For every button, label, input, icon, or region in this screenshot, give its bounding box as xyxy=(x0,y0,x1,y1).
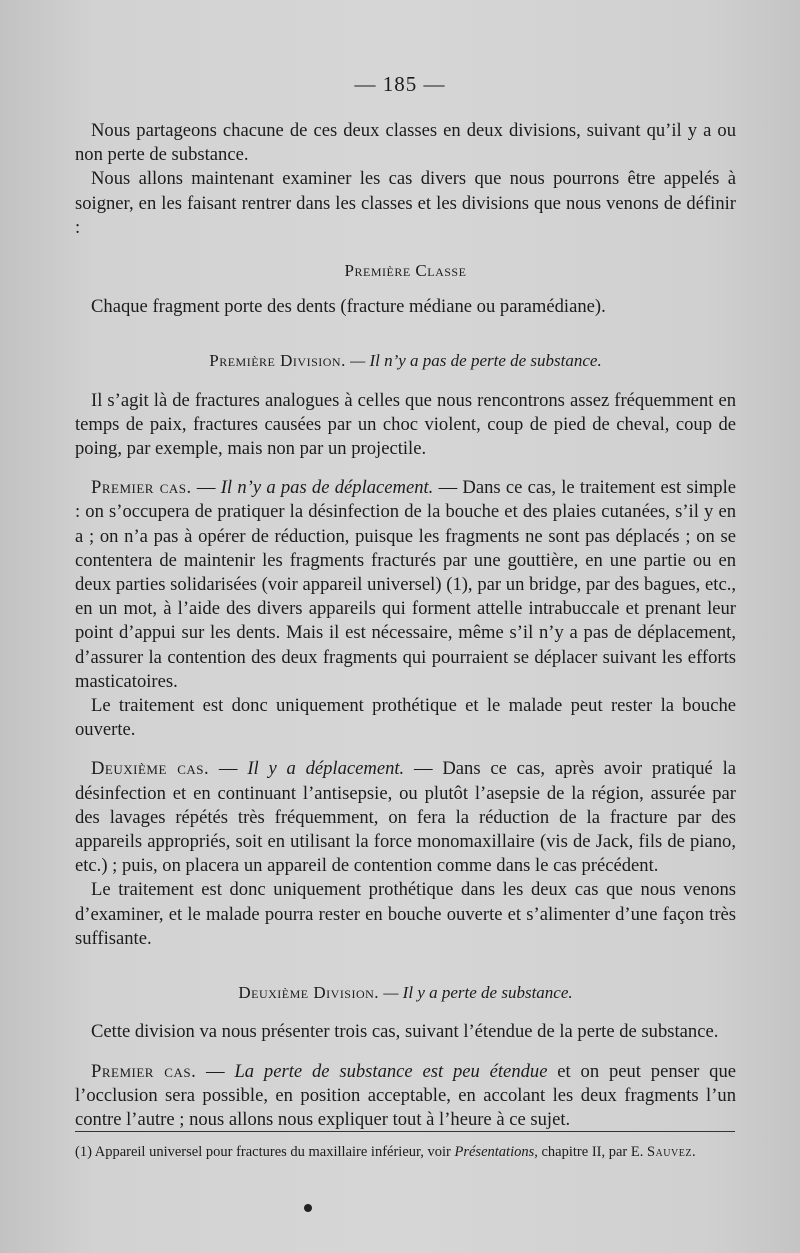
heading-premiere-classe: Première Classe xyxy=(344,261,467,281)
case-separator: — xyxy=(196,1060,235,1082)
page-number: — 185 — xyxy=(354,72,446,96)
paragraph-classe: Chaque fragment porte des dents (fracture médiane ou paramédiane). xyxy=(91,296,606,318)
page-body xyxy=(75,119,736,1132)
case-title: Il y a déplacement. xyxy=(247,758,405,780)
division-title: — Il n’y a pas de perte de substance. xyxy=(350,351,602,371)
case-title: Il n’y a pas de déplacement. xyxy=(220,477,434,499)
case-label: Premier cas. xyxy=(91,1060,197,1082)
division-label: Deuxième Division. xyxy=(238,983,380,1003)
footnote xyxy=(75,1142,735,1162)
division-title: — Il y a perte de substance. xyxy=(383,983,573,1003)
footnote-divider xyxy=(75,1131,735,1132)
case-separator: — xyxy=(209,758,248,780)
footnote-reference: Présentations xyxy=(454,1144,535,1160)
case-text: — Dans ce cas, le traitement est simple : on s’occupera de pratiquer la désinfection de la bouche et des plaies cutanées, s’il y en a ; on n’a pas à opérer de réduction, puisque les fragments ne sont pas déplacés ; on se contentera de maintenir les fragments fracturés par une gouttière, en une partie ou en deux parties solidarisées (voir appareil universel) (1), par un bridge, par des bagues, etc., en un mot, à l’aide des divers appareils qui forment attelle intrabuccale et prenant leur point d’appui sur les dents. Mais il est nécessaire, même s’il n’y a pas de déplacement, d’assurer la contention des deux fragments qui pourraient se déplacer suivant les efforts masticatoires. xyxy=(75,477,737,692)
paragraph-cas-2-conclusion: Le traitement est donc uniquement prothétique dans les deux cas que nous venons d’examiner, et le malade pourra rester en bouche ouverte et s’alimenter d’une façon très suffisante. xyxy=(75,879,736,949)
case-label: Premier cas. xyxy=(91,477,192,499)
paragraph-cas-3 xyxy=(75,1060,736,1133)
case-text: — Dans ce cas, après avoir pratiqué la désinfection et en continuant l’antisepsie, ou plutôt l’asepsie de la région, assurée par des lavages répétés très fréquemment, on fera la réduction de la fracture par des appareils appropriés, soit en utilisant la force monomaxillaire (vis de Jack, fils de piano, etc.) ; puis, on placera un appareil de contention comme dans le cas précédent. xyxy=(75,758,736,877)
heading-premiere-division xyxy=(75,349,736,373)
footnote-author: Sauvez xyxy=(646,1144,692,1160)
case-separator: — xyxy=(191,477,221,499)
paragraph-cas-1 xyxy=(75,476,736,694)
footnote-text: (1) Appareil universel pour fractures du maxillaire inférieur, voir xyxy=(75,1144,455,1160)
division-label: Première Division. xyxy=(209,351,346,371)
paragraph-intro-1: Nous partageons chacune de ces deux classes en deux divisions, suivant qu’il y a ou non perte de substance. xyxy=(75,120,736,166)
heading-deuxieme-division xyxy=(75,981,736,1005)
paragraph-division-1: Il s’agit là de fractures analogues à celles que nous rencontrons assez fréquemment en temps de paix, fractures causées par un choc violent, coup de pied de cheval, coup de poing, par exemple, mais non par un projectile. xyxy=(75,389,736,460)
case-title: La perte de substance est peu étendue xyxy=(234,1060,548,1082)
case-label: Deuxième cas. xyxy=(91,758,210,780)
paragraph-cas-2 xyxy=(75,757,736,878)
ink-dot xyxy=(304,1204,312,1212)
footnote-text: , chapitre II, par E. xyxy=(534,1144,647,1160)
case-text: et on peut penser que l’occlusion sera possible, en position acceptable, en accolant les deux fragments l’un contre l’autre ; nous allons nous expliquer tout à l’heure à ce sujet. xyxy=(75,1060,736,1130)
footnote-text: . xyxy=(691,1144,696,1160)
paragraph-division-2: Cette division va nous présenter trois cas, suivant l’étendue de la perte de substance. xyxy=(91,1021,719,1043)
paragraph-cas-1-conclusion: Le traitement est donc uniquement prothétique et le malade peut rester la bouche ouverte. xyxy=(75,695,736,741)
paragraph-intro-2: Nous allons maintenant examiner les cas divers que nous pourrons être appelés à soigner, en les faisant rentrer dans les classes et les divisions que nous venons de définir : xyxy=(75,168,736,238)
